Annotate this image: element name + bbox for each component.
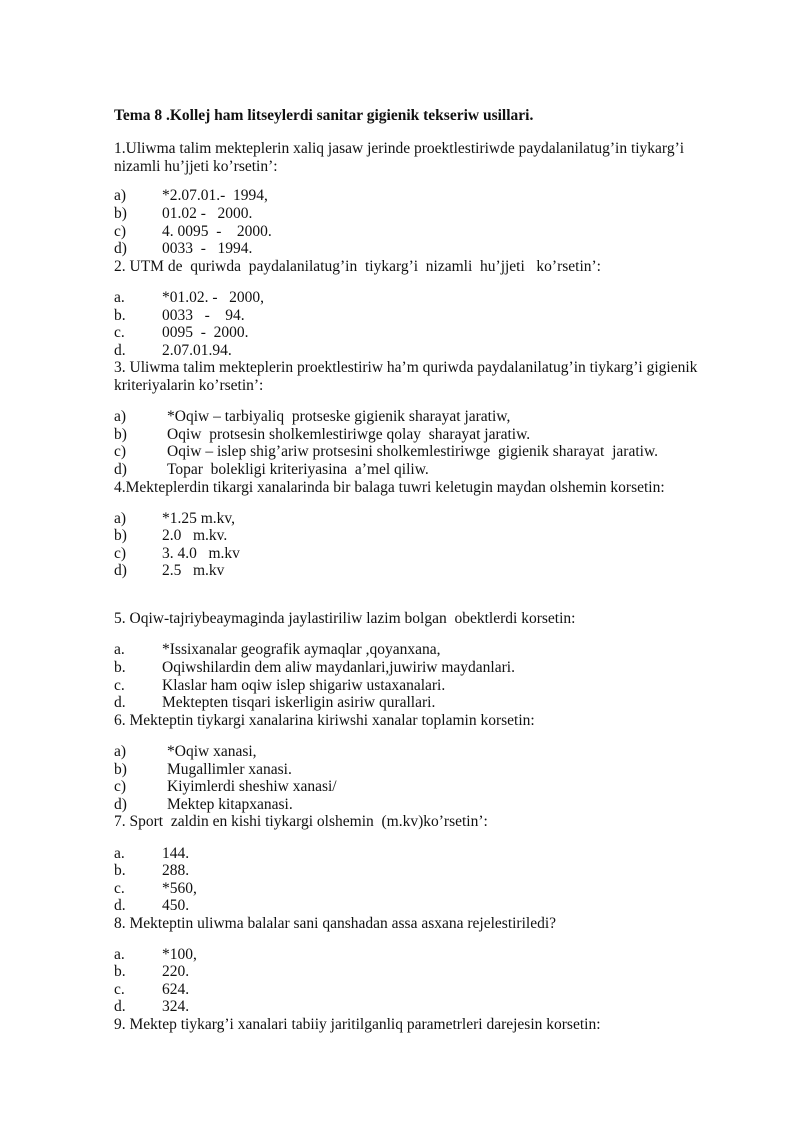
option-text: Mektep kitapxanasi. bbox=[167, 796, 293, 813]
question-5-option-c bbox=[114, 677, 445, 695]
option-label: b. bbox=[114, 963, 126, 980]
option-text: *560, bbox=[162, 880, 197, 897]
option-text: *Issixanalar geografik aymaqlar ,qoyanxana, bbox=[162, 641, 441, 658]
option-text: *1.25 m.kv, bbox=[162, 510, 236, 527]
question-4: 4.Mekteplerdin tikargi xanalarinda bir balaga tuwri keletugin maydan olshemin korsetin: bbox=[114, 479, 665, 496]
option-text: Topar bolekligi kriteriyasina a’mel qiliw. bbox=[167, 461, 429, 478]
question-6-option-d bbox=[114, 796, 293, 814]
question-8-option-a bbox=[114, 946, 197, 964]
option-label: a) bbox=[114, 743, 127, 760]
option-text: 288. bbox=[162, 862, 190, 879]
option-text: 01.02 - 2000. bbox=[162, 205, 253, 222]
question-2: 2. UTM de quriwda paydalanilatug’in tiykarg’i nizamli hu’jjeti ko’rsetin’: bbox=[114, 258, 601, 275]
option-label: d) bbox=[114, 461, 127, 478]
option-label: d) bbox=[114, 240, 127, 257]
question-8-option-c bbox=[114, 981, 189, 999]
option-text: Oqiw protsesin sholkemlestiriwge qolay sharayat jaratiw. bbox=[167, 426, 531, 443]
option-text: *100, bbox=[162, 946, 197, 963]
option-label: b) bbox=[114, 426, 127, 443]
option-label: c. bbox=[114, 677, 125, 694]
question-4-option-a bbox=[114, 510, 235, 528]
option-text: 4. 0095 - 2000. bbox=[162, 223, 272, 240]
option-label: b) bbox=[114, 761, 127, 778]
question-6-option-b bbox=[114, 761, 292, 779]
option-text: Oqiw – islep shig’ariw protsesini sholkemlestiriwge gigienik sharayat jaratiw. bbox=[167, 443, 659, 460]
option-label: c) bbox=[114, 778, 127, 795]
question-4-option-c bbox=[114, 545, 240, 563]
question-2-option-a bbox=[114, 289, 264, 307]
option-text: 324. bbox=[162, 998, 190, 1015]
option-label: c. bbox=[114, 981, 125, 998]
question-1-option-c bbox=[114, 223, 272, 241]
question-3-option-a bbox=[114, 408, 510, 426]
option-label: c) bbox=[114, 223, 127, 240]
question-2-option-b bbox=[114, 307, 245, 325]
option-label: a. bbox=[114, 641, 125, 658]
option-label: b. bbox=[114, 862, 126, 879]
option-label: b) bbox=[114, 527, 127, 544]
option-text: *2.07.01.- 1994, bbox=[162, 187, 268, 204]
question-2-option-d bbox=[114, 342, 232, 360]
option-label: b) bbox=[114, 205, 127, 222]
option-text: 3. 4.0 m.kv bbox=[162, 545, 240, 562]
option-text: 2.0 m.kv. bbox=[162, 527, 228, 544]
question-4-option-d bbox=[114, 562, 224, 580]
question-6: 6. Mekteptin tiykargi xanalarina kiriwshi xanalar toplamin korsetin: bbox=[114, 712, 535, 729]
question-1-option-d bbox=[114, 240, 252, 258]
option-text: 144. bbox=[162, 845, 190, 862]
option-label: a. bbox=[114, 289, 125, 306]
option-label: a) bbox=[114, 408, 127, 425]
question-8-option-b bbox=[114, 963, 189, 981]
option-text: *Oqiw xanasi, bbox=[167, 743, 257, 760]
question-7-option-d bbox=[114, 897, 189, 915]
option-text: 2.5 m.kv bbox=[162, 562, 225, 579]
question-5-option-d bbox=[114, 694, 435, 712]
question-1-option-b bbox=[114, 205, 252, 223]
option-label: a. bbox=[114, 845, 125, 862]
option-text: *01.02. - 2000, bbox=[162, 289, 265, 306]
option-text: Mugallimler xanasi. bbox=[167, 761, 292, 778]
question-3-option-c bbox=[114, 443, 658, 461]
option-text: 0033 - 94. bbox=[162, 307, 245, 324]
option-label: d) bbox=[114, 562, 127, 579]
question-3-option-b bbox=[114, 426, 530, 444]
option-label: d. bbox=[114, 998, 126, 1015]
option-label: b. bbox=[114, 307, 126, 324]
question-7-option-a bbox=[114, 845, 189, 863]
question-6-option-a bbox=[114, 743, 257, 761]
question-1: 1.Uliwma talim mekteplerin xaliq jasaw jerinde proektlestiriwde paydalanilatug’in tiykarg’i nizamli hu’jjeti ko’rsetin’: bbox=[114, 140, 685, 175]
option-text: Mektepten tisqari iskerligin asiriw qurallari. bbox=[162, 694, 436, 711]
option-label: a) bbox=[114, 187, 127, 204]
option-label: b. bbox=[114, 659, 126, 676]
option-label: a. bbox=[114, 946, 125, 963]
option-label: c. bbox=[114, 324, 125, 341]
option-label: d. bbox=[114, 694, 126, 711]
option-text: 0095 - 2000. bbox=[162, 324, 249, 341]
question-3: 3. Uliwma talim mekteplerin proektlestiriw ha’m quriwda paydalanilatug’in tiykarg’i gigienik kriteriyalarin ko’rsetin’: bbox=[114, 359, 698, 394]
option-text: 2.07.01.94. bbox=[162, 342, 232, 359]
question-1-option-a bbox=[114, 187, 268, 205]
option-text: 624. bbox=[162, 981, 190, 998]
question-7-option-c bbox=[114, 880, 197, 898]
question-9: 9. Mektep tiykarg’i xanalari tabiiy jaritilganliq parametrleri darejesin korsetin: bbox=[114, 1016, 601, 1033]
option-text: 0033 - 1994. bbox=[162, 240, 253, 257]
option-label: c. bbox=[114, 880, 125, 897]
option-text: *Oqiw – tarbiyaliq protseske gigienik sharayat jaratiw, bbox=[167, 408, 511, 425]
question-2-option-c bbox=[114, 324, 249, 342]
option-label: c) bbox=[114, 443, 127, 460]
question-3-option-d bbox=[114, 461, 429, 479]
option-text: 450. bbox=[162, 897, 190, 914]
option-text: Kiyimlerdi sheshiw xanasi/ bbox=[167, 778, 337, 795]
option-text: 220. bbox=[162, 963, 190, 980]
option-label: d) bbox=[114, 796, 127, 813]
question-8: 8. Mekteptin uliwma balalar sani qanshadan assa asxana rejelestiriledi? bbox=[114, 915, 557, 932]
option-text: Klaslar ham oqiw islep shigariw ustaxanalari. bbox=[162, 677, 446, 694]
option-label: d. bbox=[114, 342, 126, 359]
question-5-option-a bbox=[114, 641, 440, 659]
option-label: a) bbox=[114, 510, 127, 527]
question-5-option-b bbox=[114, 659, 515, 677]
question-4-option-b bbox=[114, 527, 227, 545]
question-7-option-b bbox=[114, 862, 189, 880]
document-title: Tema 8 .Kollej ham litseylerdi sanitar gigienik tekseriw usillari. bbox=[114, 107, 534, 124]
option-label: c) bbox=[114, 545, 127, 562]
question-5: 5. Oqiw-tajriybeaymaginda jaylastiriliw lazim bolgan obektlerdi korsetin: bbox=[114, 610, 576, 627]
question-8-option-d bbox=[114, 998, 189, 1016]
option-text: Oqiwshilardin dem aliw maydanlari,juwiriw maydanlari. bbox=[162, 659, 515, 676]
question-7: 7. Sport zaldin en kishi tiykargi olshemin (m.kv)ko’rsetin’: bbox=[114, 813, 488, 830]
option-label: d. bbox=[114, 897, 126, 914]
question-6-option-c bbox=[114, 778, 337, 796]
